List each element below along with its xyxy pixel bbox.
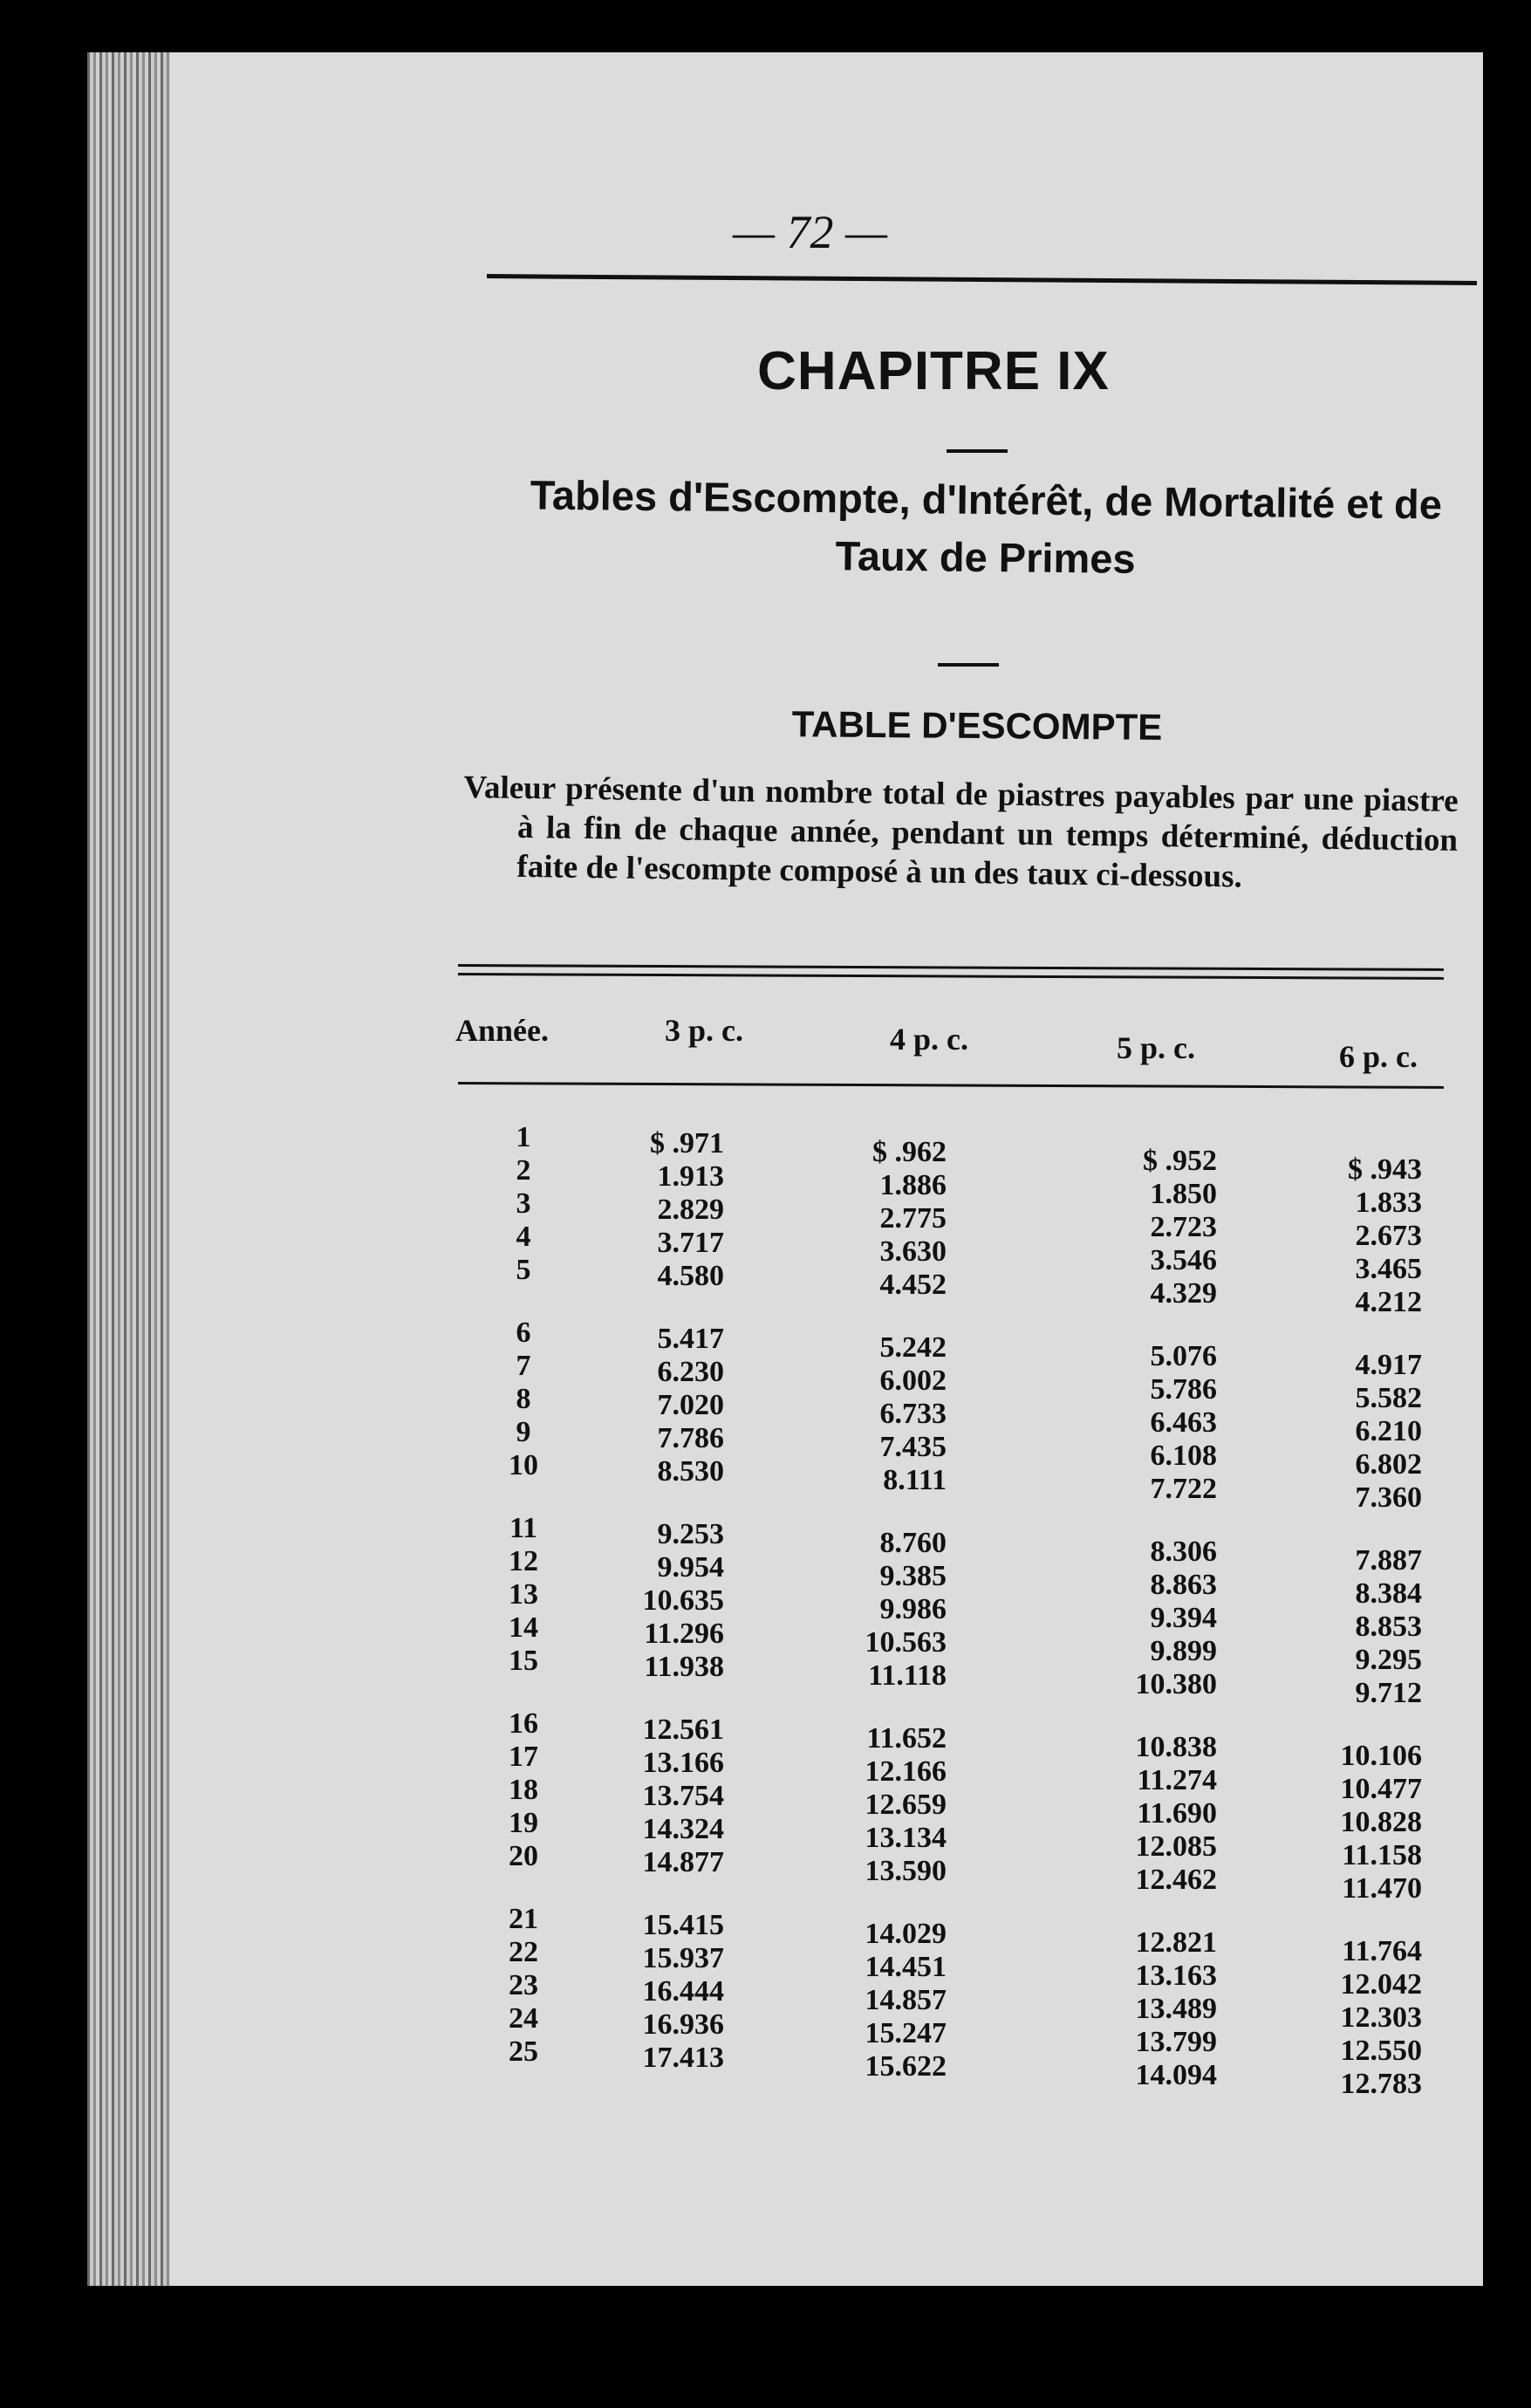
table-cell: 7.722 [1150,1473,1217,1505]
table-cell: 4 [516,1221,531,1253]
table-cell: 9.253 [657,1518,724,1550]
chapter-title: Tables d'Escompte, d'Intérêt, de Mortalité et de Taux de Primes [530,471,1443,582]
table-cell: 17 [509,1741,538,1773]
table-cell: 14 [509,1611,538,1644]
table-cell: 11.158 [1342,1839,1422,1871]
table-cell: 6.210 [1355,1415,1422,1447]
table-cell: 1.833 [1355,1187,1422,1219]
table-cell: 2.775 [879,1202,947,1235]
scan-border-right [1483,52,1531,2408]
table-cell: 14.324 [642,1813,724,1845]
table-cell: $ .943 [1348,1153,1422,1186]
table-cell: 11.118 [868,1659,947,1692]
table-cell: 7.020 [657,1389,724,1421]
divider-dash [938,663,999,667]
column-3pc [611,1127,724,2075]
table-cell: 7.786 [657,1422,724,1454]
table-cell: 12.166 [865,1755,947,1788]
row-group-gap [833,1302,947,1331]
row-group-gap [611,1684,724,1714]
table-cell: 7.435 [879,1431,947,1463]
page-number: — 72 — [733,206,888,258]
row-group-gap [493,1678,554,1707]
header-year: Année. [455,1013,549,1048]
table-cell: 12.783 [1340,2068,1422,2100]
table-cell: 17.413 [642,2042,724,2074]
table-cell: 13.166 [642,1747,724,1779]
table-cell: 10.106 [1340,1740,1422,1772]
table-cell: 21 [509,1903,538,1935]
row-group-gap [493,1287,554,1317]
table-cell: 6.108 [1150,1440,1217,1472]
table-cell: 13 [509,1578,538,1611]
table-cell: 6 [516,1317,531,1349]
row-group-gap [611,1879,724,1909]
table-cell: 2.673 [1355,1220,1422,1252]
table-cell: 5.582 [1355,1382,1422,1414]
row-group-gap [833,1888,947,1918]
column-6pc [1278,1153,1422,2101]
table-cell: 11.274 [1137,1764,1217,1796]
table-cell: 13.489 [1135,1993,1217,2025]
column-4pc [833,1136,947,2083]
table-cell: 3.717 [657,1227,724,1259]
row-group-gap [493,1482,554,1512]
table-cell: 12 [509,1545,538,1577]
table-cell: 2 [516,1154,531,1187]
table-cell: 5 [516,1254,531,1286]
table-cell: 16 [509,1707,538,1740]
table-cell: 8.111 [883,1464,947,1496]
table-cell: 6.002 [879,1365,947,1397]
table-cell: 23 [509,1969,538,2001]
row-group-gap [1056,1897,1217,1926]
table-cell: 9.712 [1355,1677,1422,1709]
table-cell: 8.760 [879,1527,947,1559]
header-6pc: 6 p. c. [1339,1039,1418,1074]
table-cell: 16.444 [642,1975,724,2008]
table-cell: 10.380 [1135,1668,1217,1700]
table-cell: 18 [509,1774,538,1806]
table-cell: 13.590 [865,1855,947,1887]
table-cell: 14.857 [865,1984,947,2016]
table-cell: $ .962 [872,1136,947,1168]
table-cell: 8.306 [1150,1536,1217,1568]
column-5pc [1056,1145,1217,2092]
row-group-gap [833,1693,947,1722]
table-cell: 15 [509,1645,538,1677]
table-cell: 4.452 [879,1269,947,1301]
table-cell: 9.295 [1355,1644,1422,1676]
table-cell: 7.887 [1355,1544,1422,1577]
table-cell: 9.385 [879,1560,947,1592]
table-cell: 12.550 [1340,2035,1422,2067]
table-cell: 11 [509,1512,538,1544]
table-cell: 5.417 [657,1323,724,1355]
table-cell: 12.303 [1340,2001,1422,2034]
table-cell: 22 [509,1936,538,1968]
table-cell: 13.754 [642,1780,724,1812]
table-cell: 3.546 [1150,1244,1217,1276]
table-cell: 3 [516,1187,531,1220]
table-cell: 8.863 [1150,1569,1217,1601]
table-cell: 15.415 [642,1909,724,1941]
table-cell: 3.465 [1355,1253,1422,1285]
header-3pc: 3 p. c. [665,1013,743,1048]
row-group-gap [1056,1506,1217,1536]
table-cell: 9.954 [657,1551,724,1584]
table-cell: 4.580 [657,1260,724,1292]
table-cell: 19 [509,1807,538,1839]
table-cell: 13.163 [1135,1960,1217,1992]
table-cell: 8 [516,1383,531,1415]
table-cell: 2.829 [657,1194,724,1226]
table-cell: 11.296 [644,1618,724,1650]
table-cell: 1.913 [657,1160,724,1193]
table-cell: 2.723 [1150,1211,1217,1243]
table-cell: 10.563 [865,1626,947,1659]
table-cell: 9.986 [879,1593,947,1625]
table-cell: 10.477 [1340,1773,1422,1805]
table-cell: $ .952 [1143,1145,1217,1177]
table-cell: 14.877 [642,1846,724,1878]
table-description [462,768,1459,900]
table-cell: 11.690 [1137,1797,1217,1830]
table-cell: 7 [516,1350,531,1382]
row-group-gap [1056,1701,1217,1731]
table-cell: 5.242 [879,1331,947,1364]
table-cell: 15.622 [865,2050,947,2083]
row-group-gap [1278,1905,1422,1935]
table-cell: 9.394 [1150,1602,1217,1634]
row-group-gap [833,1497,947,1527]
table-cell: 12.085 [1135,1830,1217,1863]
table-cell: 12.821 [1135,1926,1217,1959]
chapter-heading: CHAPITRE IX [757,341,1110,401]
header-4pc: 4 p. c. [890,1022,968,1057]
row-group-gap [1278,1515,1422,1544]
table-cell: 14.029 [865,1918,947,1950]
row-group-gap [493,1873,554,1903]
table-cell: 15.937 [642,1942,724,1974]
table-cell: 8.530 [657,1455,724,1488]
table-cell: 1.886 [879,1169,947,1201]
table-cell: 13.134 [865,1822,947,1854]
table-cell: 9.899 [1150,1635,1217,1667]
table-cell: 3.630 [879,1235,947,1268]
table-cell: 12.659 [865,1789,947,1821]
table-cell: 11.470 [1342,1872,1422,1905]
table-cell: 20 [509,1840,538,1872]
divider-dash [947,449,1008,453]
table-cell: 4.917 [1355,1349,1422,1381]
table-cell: 1 [516,1121,531,1153]
table-cell: 10 [509,1449,538,1481]
table-cell: 15.247 [865,2017,947,2049]
table-cell: 10.828 [1340,1806,1422,1838]
table-cell: 11.652 [866,1722,947,1755]
table-cell: 12.561 [642,1714,724,1746]
table-cell: 24 [509,2002,538,2035]
table-title: TABLE D'ESCOMPTE [791,703,1163,748]
row-group-gap [1278,1710,1422,1740]
description-text: Valeur présente d'un nombre total de piastres payables par une piastre à la fin de chaque année, pendant un temps déterminé, déduction faite de l'escompte composé à un des taux ci-dessous. [463,769,1459,895]
scan-border-bottom [0,2286,1531,2408]
table-cell: 5.076 [1150,1340,1217,1372]
table-cell: $ .971 [650,1127,724,1160]
table-cell: 10.635 [642,1584,724,1617]
row-group-gap [1278,1319,1422,1349]
row-group-gap [611,1293,724,1323]
table-cell: 11.764 [1342,1935,1422,1967]
table-cell: 6.802 [1355,1448,1422,1481]
table-cell: 16.936 [642,2008,724,2041]
table-cell: 25 [509,2035,538,2068]
table-cell: 4.212 [1355,1286,1422,1318]
table-cell: 10.838 [1135,1731,1217,1763]
table-cell: 9 [516,1416,531,1448]
table-cell: 5.786 [1150,1373,1217,1406]
table-cell: 13.799 [1135,2026,1217,2058]
table-cell: 8.384 [1355,1577,1422,1610]
table-cell: 11.938 [644,1651,724,1683]
table-cell: 12.462 [1135,1864,1217,1896]
table-cell: 14.451 [865,1951,947,1983]
table-cell: 12.042 [1340,1968,1422,2001]
year-column [493,1121,554,2069]
table-cell: 4.329 [1150,1277,1217,1310]
row-group-gap [1056,1310,1217,1340]
header-5pc: 5 p. c. [1117,1030,1195,1065]
table-cell: 6.230 [657,1356,724,1388]
table-cell: 14.094 [1135,2059,1217,2091]
table-cell: 6.733 [879,1398,947,1430]
row-group-gap [611,1488,724,1518]
table-cell: 7.360 [1355,1481,1422,1514]
table-cell: 1.850 [1150,1178,1217,1210]
table-cell: 8.853 [1355,1611,1422,1643]
table-cell: 6.463 [1150,1406,1217,1439]
